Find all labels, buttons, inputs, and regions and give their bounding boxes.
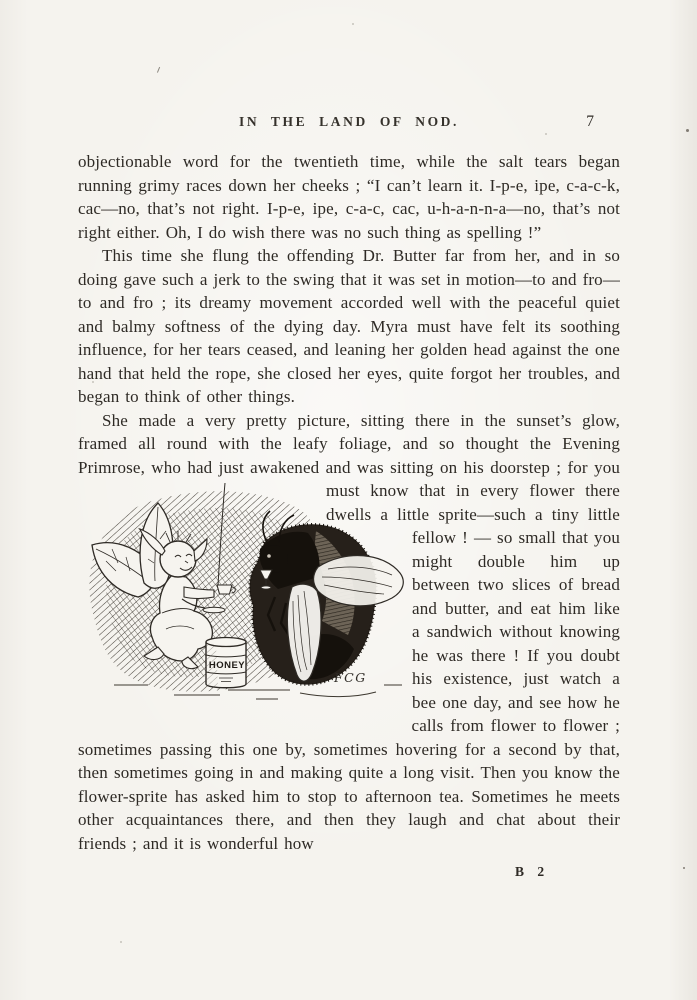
paragraph-1: objectionable word for the twentieth time, while the salt tears began running grimy races down her cheeks ; “I can’t learn it. I-p-e, ipe, c-a-c-k, cac—no, that’s not right. I-p-e, ipe, c-a-c, cac, u-h-a-n-n-a—no, that’s not right either. Oh, I do wish there was no such thing as spelling !” — [78, 152, 620, 242]
page-header — [78, 112, 620, 134]
scan-speck — [120, 941, 122, 943]
paragraph-2: This time she flung the offending Dr. Butter far from her, and in so doing gave such a jerk to the swing that it was set in motion—to and fro—to and fro ; its dreamy movement accorded well with the peaceful quiet and balmy softness of the dying day. Myra must have felt its soothing influence, for her tears ceased, and leaning her golden head against the one hand that held the rope, she closed her eyes, quite forgot her troubles, and began to think of other things. — [78, 246, 620, 406]
scan-speck — [157, 67, 161, 73]
page-content — [78, 112, 620, 880]
honey-jar — [206, 638, 246, 689]
artist-signature: FCG — [334, 670, 367, 685]
body-text — [78, 150, 620, 880]
scan-speck — [352, 23, 354, 25]
page-number: 7 — [586, 113, 594, 130]
scan-speck — [686, 129, 689, 132]
honey-jar-label: HONEY — [208, 660, 246, 671]
paragraph-3 — [78, 409, 620, 856]
scan-speck — [683, 867, 685, 869]
running-head: IN THE LAND OF NOD. — [238, 114, 460, 129]
bee — [250, 511, 404, 685]
paragraph-3-lead: She made a very pretty picture, sitting there in the sunset’s glow, framed all round with the leafy foliage, and so thought the Evening Primrose, who had just awakened and was sitting on — [78, 410, 620, 477]
signature-mark: B 2 — [515, 864, 550, 879]
paragraph-3-wrap: his doorstep ; for you must know that in every flower there dwells a little sprite—such a tiny little fellow ! — so small that you might double him up between two slices of bread and butter, and eat him like a sandwich without knowing he was there ! If you doubt his existence, just watch a bee one day, and see how he calls from flower to flower ; sometimes passing this one by, sometimes hovering for a second by that, then sometimes going in and making quite a long visit. Then you know the flower-sprite has asked him to stop to afternoon tea. Sometimes he meets other acquaintances there, and then they laugh and chat about their friends ; and it is wonderful how — [78, 457, 621, 853]
